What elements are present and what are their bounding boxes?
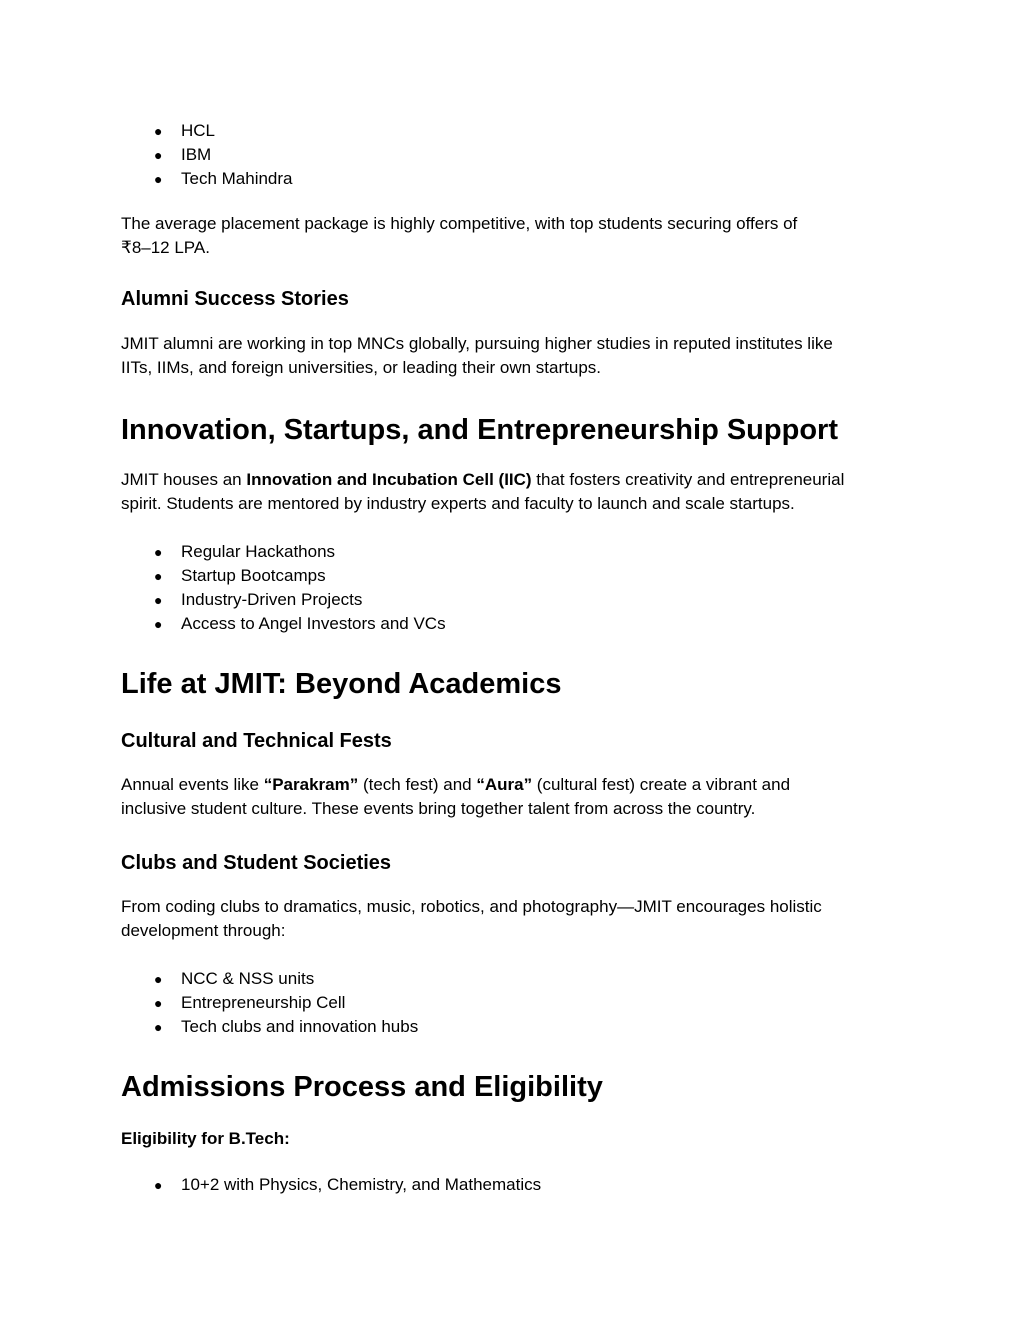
parakram-bold-text: “Parakram” bbox=[263, 775, 359, 794]
aura-bold-text: “Aura” bbox=[476, 775, 533, 794]
bullet-icon: ● bbox=[154, 592, 163, 608]
innovation-text: that fosters creativity and entrepreneurial bbox=[531, 470, 845, 489]
bullet-icon: ● bbox=[154, 544, 163, 560]
bullet-icon: ● bbox=[154, 171, 163, 187]
list-item-text: NCC & NSS units bbox=[181, 969, 315, 988]
placement-paragraph-line: ₹8–12 LPA. bbox=[121, 238, 210, 257]
list-item-text: IBM bbox=[181, 145, 212, 164]
eligibility-label: Eligibility for B.Tech: bbox=[121, 1129, 290, 1148]
bullet-icon: ● bbox=[154, 971, 163, 987]
bullet-icon: ● bbox=[154, 1019, 163, 1035]
list-item-text: Entrepreneurship Cell bbox=[181, 993, 346, 1012]
bullet-icon: ● bbox=[154, 147, 163, 163]
fests-text: (tech fest) and bbox=[358, 775, 477, 794]
alumni-heading: Alumni Success Stories bbox=[121, 288, 349, 310]
life-heading: Life at JMIT: Beyond Academics bbox=[121, 668, 562, 700]
placement-paragraph-line: The average placement package is highly competitive, with top students securing offers of bbox=[121, 214, 798, 233]
admissions-heading: Admissions Process and Eligibility bbox=[121, 1071, 603, 1103]
alumni-paragraph-line: JMIT alumni are working in top MNCs globally, pursuing higher studies in reputed institutes like bbox=[121, 334, 833, 353]
bullet-icon: ● bbox=[154, 1177, 163, 1193]
clubs-paragraph-line: From coding clubs to dramatics, music, robotics, and photography—JMIT encourages holistic bbox=[121, 897, 822, 916]
clubs-paragraph-line: development through: bbox=[121, 921, 286, 940]
list-item-text: HCL bbox=[181, 121, 216, 140]
innovation-paragraph-line bbox=[121, 468, 844, 492]
list-item-text: Access to Angel Investors and VCs bbox=[181, 614, 446, 633]
iic-bold-text: Innovation and Incubation Cell (IIC) bbox=[246, 470, 532, 489]
list-item-text: Tech Mahindra bbox=[181, 169, 293, 188]
bullet-icon: ● bbox=[154, 995, 163, 1011]
clubs-heading: Clubs and Student Societies bbox=[121, 852, 392, 874]
innovation-text: JMIT houses an bbox=[121, 470, 247, 489]
list-item-text: 10+2 with Physics, Chemistry, and Mathematics bbox=[181, 1175, 542, 1194]
list-item-text: Tech clubs and innovation hubs bbox=[181, 1017, 419, 1036]
list-item-text: Industry-Driven Projects bbox=[181, 590, 363, 609]
fests-text: (cultural fest) create a vibrant and bbox=[532, 775, 791, 794]
list-item-text: Regular Hackathons bbox=[181, 542, 336, 561]
bullet-icon: ● bbox=[154, 568, 163, 584]
innovation-paragraph-line: spirit. Students are mentored by industry experts and faculty to launch and scale startups. bbox=[121, 494, 795, 513]
fests-paragraph-line bbox=[121, 773, 790, 797]
innovation-heading: Innovation, Startups, and Entrepreneurship Support bbox=[121, 414, 838, 446]
alumni-paragraph-line: IITs, IIMs, and foreign universities, or leading their own startups. bbox=[121, 358, 602, 377]
bullet-icon: ● bbox=[154, 616, 163, 632]
list-item-text: Startup Bootcamps bbox=[181, 566, 326, 585]
bullet-icon: ● bbox=[154, 123, 163, 139]
fests-text: Annual events like bbox=[121, 775, 264, 794]
fests-heading: Cultural and Technical Fests bbox=[121, 730, 392, 752]
fests-paragraph-line: inclusive student culture. These events bring together talent from across the country. bbox=[121, 799, 756, 818]
